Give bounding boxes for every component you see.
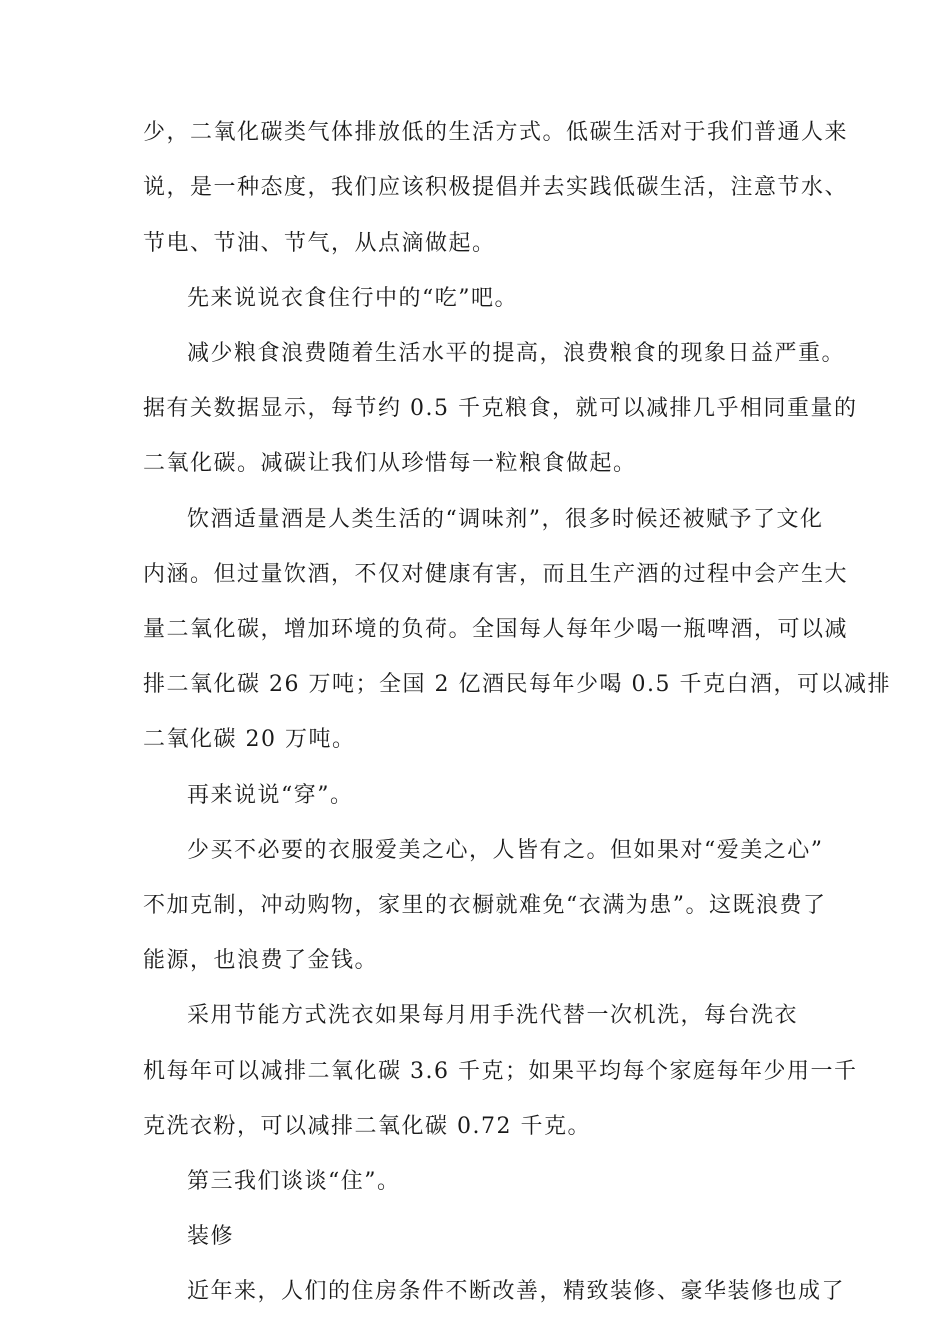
text-line: 量二氧化碳，增加环境的负荷。全国每人每年少喝一瓶啤酒，可以减 <box>143 617 849 642</box>
text-line: 二氧化碳 20 万吨。 <box>143 727 356 752</box>
text-line: 少，二氧化碳类气体排放低的生活方式。低碳生活对于我们普通人来 <box>143 120 849 145</box>
text-line: 不加克制，冲动购物，家里的衣橱就难免“衣满为患”。这既浪费了 <box>143 893 827 918</box>
section-heading: 装修 <box>187 1224 235 1249</box>
paragraph-start-line: 第三我们谈谈“住”。 <box>187 1169 401 1194</box>
paragraph-start-line: 饮酒适量酒是人类生活的“调味剂”，很多时候还被赋予了文化 <box>187 507 824 532</box>
paragraph-start-line: 采用节能方式洗衣如果每月用手洗代替一次机洗，每台洗衣 <box>187 1003 799 1028</box>
text-line: 节电、节油、节气，从点滴做起。 <box>143 231 496 256</box>
text-line: 说，是一种态度，我们应该积极提倡并去实践低碳生活，注意节水、 <box>143 175 849 200</box>
paragraph-start-line: 减少粮食浪费随着生活水平的提高，浪费粮食的现象日益严重。 <box>187 341 846 366</box>
text-line: 排二氧化碳 26 万吨；全国 2 亿酒民每年少喝 0.5 千克白酒，可以减排 <box>143 672 891 697</box>
text-line: 二氧化碳。减碳让我们从珍惜每一粒粮食做起。 <box>143 451 637 476</box>
paragraph-start-line: 少买不必要的衣服爱美之心，人皆有之。但如果对“爱美之心” <box>187 838 824 863</box>
paragraph-start-line: 先来说说衣食住行中的“吃”吧。 <box>187 286 518 311</box>
text-line: 内涵。但过量饮酒，不仅对健康有害，而且生产酒的过程中会产生大 <box>143 562 849 587</box>
text-line: 机每年可以减排二氧化碳 3.6 千克；如果平均每个家庭每年少用一千 <box>143 1059 858 1084</box>
text-line: 能源，也浪费了金钱。 <box>143 948 379 973</box>
paragraph-start-line: 再来说说“穿”。 <box>187 783 354 808</box>
text-line: 克洗衣粉，可以减排二氧化碳 0.72 千克。 <box>143 1114 591 1139</box>
text-line: 据有关数据显示，每节约 0.5 千克粮食，就可以减排几乎相同重量的 <box>143 396 858 421</box>
paragraph-start-line: 近年来，人们的住房条件不断改善，精致装修、豪华装修也成了 <box>187 1279 846 1304</box>
